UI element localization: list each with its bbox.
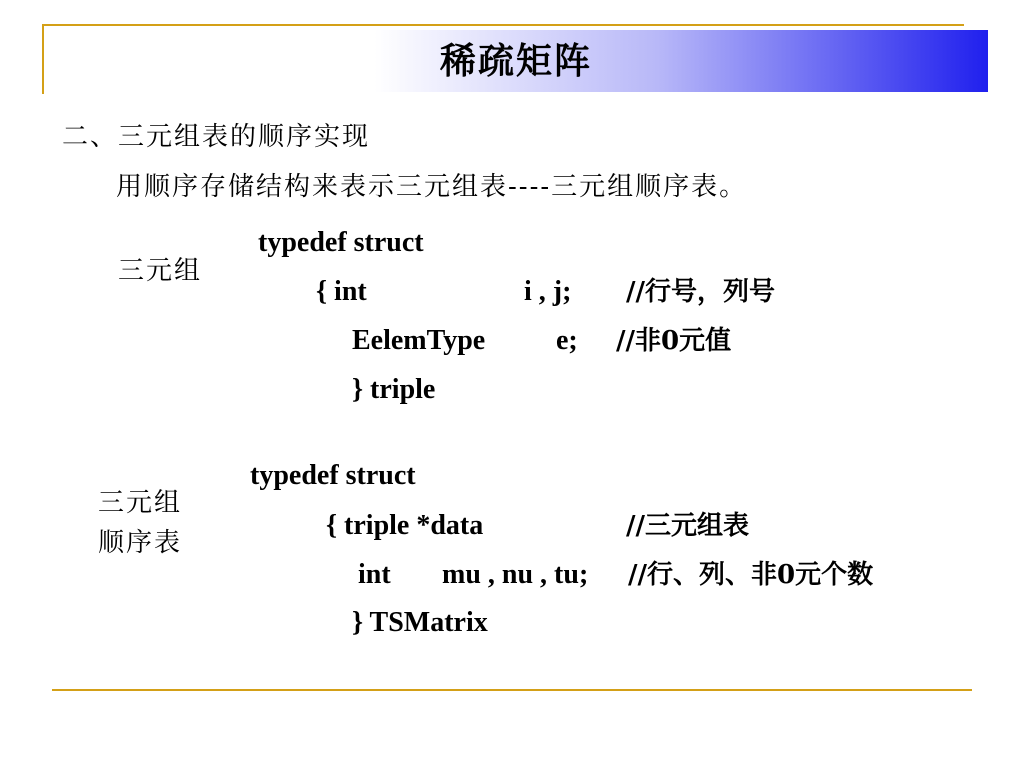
triple-code-line-2-fields	[524, 277, 571, 307]
code-comment: //行、列、非0元个数	[628, 560, 874, 590]
tsmatrix-label-line-2: 顺序表	[98, 528, 183, 558]
code-text: int	[358, 559, 391, 590]
bottom-decorative-rule	[52, 689, 972, 691]
slide-title: 稀疏矩阵	[439, 40, 592, 82]
code-text: e;	[556, 325, 578, 356]
top-decorative-rule	[42, 24, 964, 26]
code-text: i , j;	[524, 276, 572, 307]
tsmatrix-code-line-4	[352, 608, 488, 638]
intro-text: 用顺序存储结构来表示三元组表----三元组顺序表。	[116, 172, 748, 202]
tsmatrix-code-line-1	[250, 461, 416, 491]
code-text: } triple	[352, 374, 436, 405]
code-text: typedef struct	[258, 227, 424, 258]
triple-code-line-3-field	[556, 326, 578, 356]
triple-code-line-1	[258, 228, 424, 258]
triple-code-line-2-comment	[626, 277, 775, 307]
code-text: typedef struct	[250, 460, 416, 491]
triple-label: 三元组	[118, 256, 203, 286]
code-comment: //非0元值	[616, 326, 732, 356]
code-text: { triple *data	[326, 510, 484, 541]
triple-code-line-4	[352, 375, 435, 405]
section-heading: 二、三元组表的顺序实现	[62, 122, 371, 152]
tsmatrix-code-line-3	[358, 560, 391, 590]
tsmatrix-code-line-2	[326, 511, 483, 541]
code-text: mu , nu , tu;	[442, 559, 589, 590]
code-comment: //三元组表	[626, 511, 749, 541]
tsmatrix-code-line-2-comment	[626, 511, 749, 541]
triple-code-line-3	[352, 326, 485, 356]
code-text: EelemType	[352, 325, 486, 356]
tsmatrix-code-line-3-comment	[628, 560, 873, 590]
code-text: } TSMatrix	[352, 607, 488, 638]
tsmatrix-label-line-1: 三元组	[98, 488, 183, 518]
code-text: { int	[316, 276, 367, 307]
triple-code-line-2	[316, 277, 367, 307]
title-banner	[44, 30, 988, 92]
code-comment: //行号，列号	[626, 277, 775, 307]
triple-code-line-3-comment	[616, 326, 731, 356]
tsmatrix-code-line-3-fields	[442, 560, 588, 590]
